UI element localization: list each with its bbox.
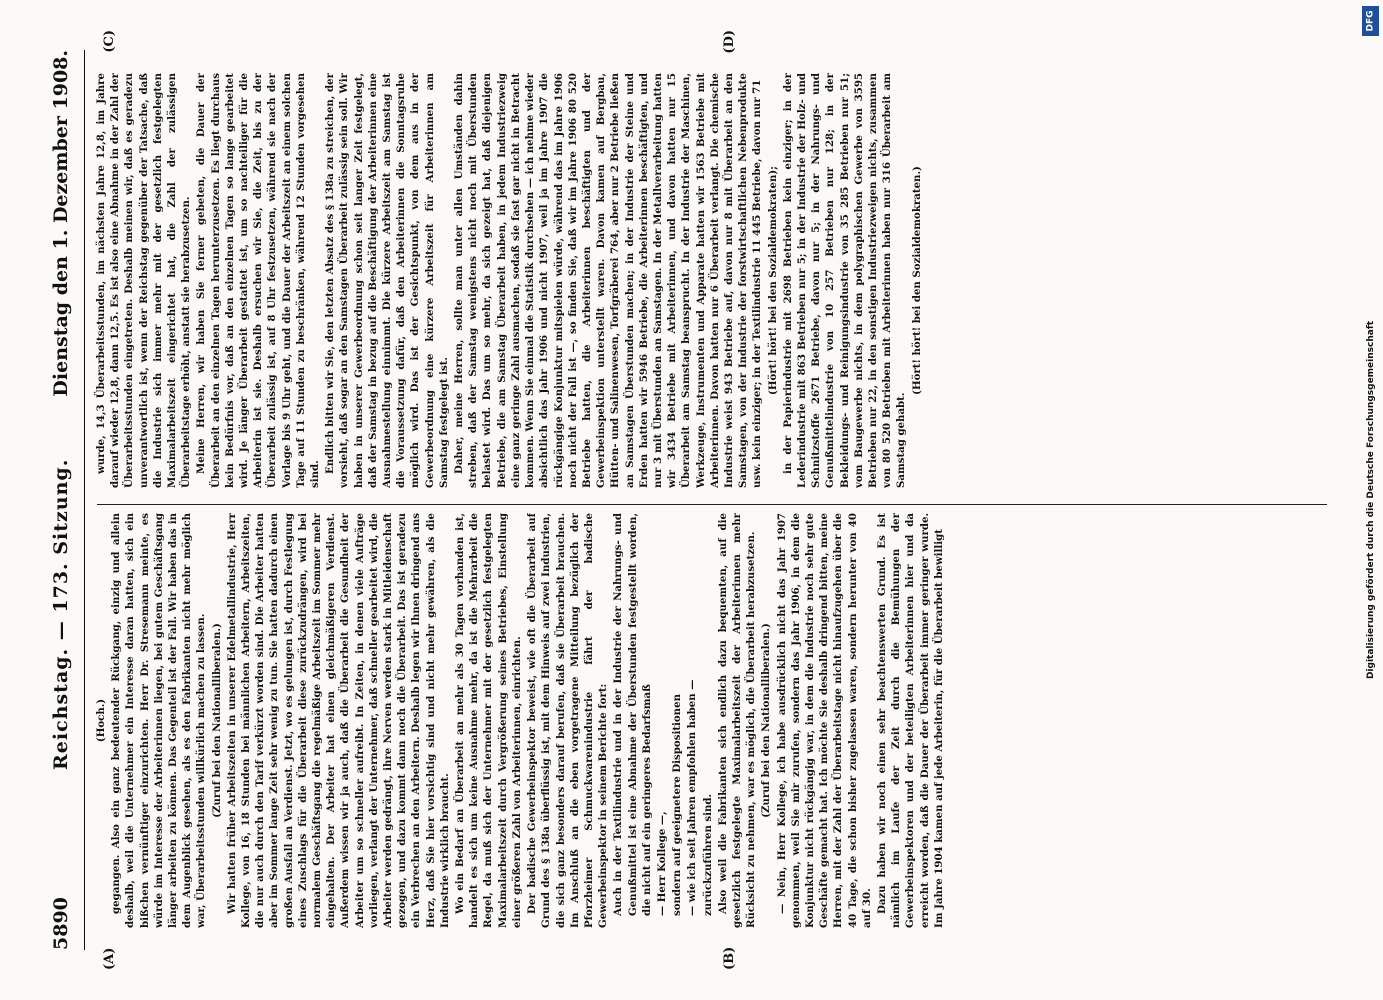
paragraph: Endlich bitten wir Sie, den letzten Absatz des § 138a zu streichen, der vorsieht, daß sogar an den Samstagen Überarbeit zulässig sein soll. Wir haben in unserer Gewerbeordnung schon seit langer Zeit festgelegt, daß der Samstag in bezug auf die Beschäftigung der Arbeiterinnen eine Ausnahmestellung einnimmt. Die kürzere Arbeitszeit am Samstag ist die Voraussetzung dafür, daß den Arbeiterinnen die Sonntagsruhe möglich wird. Das ist der Gesichtspunkt, von dem aus in der Gewerbeordnung eine kürzere Arbeitszeit für Arbeiterinnen am Samstag festgelegt ist. <box>323 73 450 488</box>
paragraph: gegangen. Also ein ganz bedeutender Rückgang, einzig und allein deshalb, weil die Unternehmer ein Interesse daran hatten, sich ein bißchen vernünftiger einzurichten. Herr Dr. Stresemann meinte, es würde im Interesse der Arbeiterinnen liegen, bei gutem Geschäftsgang länger arbeiten zu können. Das Gegenteil ist der Fall. Wir haben das in dem Augenblick gesehen, als es den Fabrikanten nicht mehr möglich war, Überarbeitsstunden willkürlich machen zu lassen. <box>109 513 207 928</box>
right-text-column <box>94 73 1329 488</box>
paragraph: in der Papierindustrie mit 2698 Betrieben kein einziger; in der Lederindustrie mit 863 Betrieben nur 5; in der Industrie der Holz- und Schnitzstoffe 2671 Betriebe, davon nur 5; in der Nahrungs- und Genußmittelindustrie von 10 257 Betrieben nur 128; in der Bekleidungs- und Reinigungsindustrie von 35 285 Betrieben nur 51; vom Baugewerbe nichts, in dem polygraphischen Gewerbe von 3595 Betrieben nur 22, in den sonstigen Industriezweigen nichts, zusammen von 80 520 Betrieben mit Arbeiterinnen haben nur 316 Überarbeit am Samstag gehabt. <box>781 73 907 488</box>
paragraph: Dazu haben wir noch einen sehr beachtenswerten Grund. Es ist nämlich im Laufe der Zeit durch die Bemühungen der Gewerbeinspektoren und der beteiligten Arbeiterinnen hier und da erreicht worden, daß die Dauer der Überarbeit immer geringer wurde. Im Jahre 1904 kamen auf jede Arbeiterin, für die Überarbeit bewilligt <box>875 513 945 928</box>
paragraph: Also weil die Fabrikanten sich endlich dazu bequemten, auf die gesetzlich festgelegte Maximalarbeitszeit der Arbeiterinnen mehr Rücksicht zu nehmen, war es möglich, die Überarbeit herabzusetzen. <box>716 513 757 928</box>
left-text-column <box>94 513 1329 928</box>
interjection: (Hört! hört! bei den Sozialdemokraten); <box>766 166 779 395</box>
quotation: — Herr Kollege —, <box>655 811 668 916</box>
margin-marker-a: (A) <box>101 947 117 970</box>
session-date: Dienstag den 1. Dezember 1908. <box>49 50 72 397</box>
page-header <box>42 30 82 970</box>
paragraph: Wo ein Bedarf an Überarbeit an mehr als 30 Tagen vorhanden ist, handelt es sich um keine Ausnahme mehr, da ist die Mehrarbeit die Regel, da muß sich der Unternehmer mit der gesetzlich festgelegten Maximalarbeitszeit durch Vergrößerung seines Betriebes, Einstellung einer größeren Zahl von Arbeiterinnen, einrichten. <box>453 513 523 928</box>
paragraph: (Hoch.) <box>94 698 107 743</box>
paragraph: Wir hatten früher Arbeitszeiten in unserer Edelmetallindustrie, Herr Kollege, von 16, 18 Stunden bei männlichen Arbeitern, Arbeitszeiten, die nur auch durch den Tarif verkürzt worden sind. Die Arbeiter hatten aber im Sommer lange Zeit sehr wenig zu tun. Sie hatten dadurch einen großen Ausfall an Verdienst. Jetzt, wo es gelungen ist, durch Festlegung eines Zuschlags für die Überarbeit diese zurückzudrängen, wird bei normalem Geschäftsgang die regelmäßige Arbeitszeit im Sommer mehr eingehalten. Der Arbeiter hat einen gleichmäßigeren Verdienst. Außerdem wissen wir ja auch, daß die Überarbeit die Gesundheit der Arbeiter um so schneller aufreibt. In Zeiten, in denen viele Aufträge vorliegen, verlangt der Unternehmer, daß schneller gearbeitet wird, die Arbeiter werden gedrängt, ihre Nerven werden stark in Mitleidenschaft gezogen, und dazu kommt dann noch die Überarbeit. Das ist geradezu ein Verbrechen an den Arbeitern. Deshalb legen wir Ihnen dringend ans Herz, daß Sie hier vorsichtig sind und nicht mehr gewähren, als die Industrie wirklich braucht. <box>225 513 451 928</box>
paragraph: Der badische Gewerbeinspektor beweist, wie oft die Überarbeit auf Grund des § 138a überflüssig ist, mit dem Hinweis auf zwei Industrien, die sich ganz besonders darauf berufen, daß sie Überarbeit brauchen. Im Anschluß an die eben vorgetragene Mitteilung bezüglich der Pforzheimer Schmuckwarenindustrie fährt der badische Gewerbeinspektor in seinem Berichte fort: <box>525 513 609 928</box>
interjection: (Zuruf bei den Nationalliberalen.) <box>210 623 223 818</box>
paragraph: wurde, 14,3 Überarbeitsstunden, im nächsten Jahre 12,8, im Jahre darauf wieder 12,8, dann 12,5. Es ist also eine Abnahme in der Zahl der Überarbeitsstunden eingetreten. Deshalb meinen wir, daß es geradezu unverantwortlich ist, wenn der Reichstag gegenüber der Tatsache, daß die Industrie sich immer mehr mit der gesetzlich festgelegten Maximalarbeitszeit eingerichtet hat, die Zahl der zulässigen Überarbeitstage erhöht, anstatt sie herabzusetzen. <box>94 73 192 488</box>
credit-text: Digitalisierung gefördert durch die Deutsche Forschungsgemeinschaft <box>1366 320 1376 680</box>
margin-marker-c: (C) <box>101 30 117 53</box>
column-divider <box>97 504 1327 505</box>
margin-marker-b: (B) <box>721 946 737 970</box>
header-rule <box>84 50 85 950</box>
quotation: — wie ich seit Jahren empfohlen haben — <box>685 679 698 916</box>
page-number: 5890 <box>49 897 72 950</box>
paragraph: — Nein, Herr Kollege, ich habe ausdrücklich nicht das Jahr 1907 genommen, weil Sie mir zurufen, sondern das Jahr 1906, in dem die Konjunktur nicht rückgängig war, in dem die Industrie noch sehr gute Geschäfte gemacht hat. Ich möchte Sie deshalb dringend bitten, meine Herren, mit der Zahl der Überarbeitstage nicht hinaufzugehen über die 40 Tage, die schon bisher zugelassen waren, sondern herunter von 40 auf 30. <box>775 513 873 928</box>
margin-marker-d: (D) <box>721 30 737 54</box>
rotated-page <box>42 30 1342 970</box>
interjection: (Zuruf bei den Nationalliberalen.) <box>759 623 772 818</box>
digitization-credit <box>1361 0 1381 1000</box>
dfg-logo: DFG <box>1362 6 1379 36</box>
quotation: Auch in der Textilindustrie und in der Industrie der Nahrungs- und Genußmittel ist eine Abnahme der Überstunden festgestellt worden, die nicht auf ein geringeres Bedarfsmaß <box>611 513 653 916</box>
paragraph: Meine Herren, wir haben Sie ferner gebeten, die Dauer der Überarbeit an den einzelnen Tagen herunterzusetzen. Es liegt durchaus kein Bedürfnis vor, daß an den einzelnen Tagen so lange gearbeitet wird. Je länger Überarbeit gestattet ist, um so nachteiliger für die Arbeiterin ist sie. Deshalb ersuchen wir Sie, die Zeit, bis zu der Überarbeit zulässig ist, auf 8 Uhr festzusetzen, während sie nach der Vorlage bis 9 Uhr geht, und die Dauer der Arbeitszeit an einem solchen Tage auf 11 Stunden zu beschränken, während 12 Stunden vorgesehen sind. <box>194 73 321 488</box>
quotation: zurückzuführen sind. <box>701 793 714 916</box>
quotation: sondern auf geeignetere Dispositionen <box>670 694 683 916</box>
interjection: (Hört! hört! bei den Sozialdemokraten.) <box>910 166 923 395</box>
session-title: Reichstag. — 173. Sitzung. <box>49 458 72 770</box>
paragraph: Daher, meine Herren, sollte man unter allen Umständen dahin streben, daß der Samstag wenigstens nicht noch mit Überstunden belastet wird. Das um so mehr, da sich gezeigt hat, daß diejenigen Betriebe, die am Samstag Überarbeit haben, in jedem Industriezweig eine ganz geringe Zahl ausmachen, sodaß sie fast gar nicht in Betracht kommen. Wenn Sie einmal die Statistik durchsehen — ich nehme wieder absichtlich das Jahr 1906 und nicht 1907, weil ja im Jahre 1907 die rückgängige Konjunktur mitspielen würde, während das im Jahre 1906 noch nicht der Fall ist —, so finden Sie, daß wir im Jahre 1906 80 520 Betriebe hatten, die Arbeiterinnen beschäftigten und der Gewerbeinspektion unterstellt waren. Davon kamen auf Bergbau, Hütten- und Salinenwesen, Torfgräberei 764, aber nur 2 Betriebe ließen an Samstagen Überstunden machen; in der Industrie der Steine und Erden hatten wir 5946 Betriebe, die Arbeiterinnen beschäftigten, und nur 3 mit Überstunden an Samstagen. In der Metallverarbeitung hatten wir 3434 Betriebe mit Arbeiterinnen, und davon hatten nur 15 Überarbeit am Samstag beansprucht. In der Industrie der Maschinen, Werkzeuge, Instrumenten und Apparate hatten wir 1563 Betriebe mit Arbeiterinnen. Davon hatten nur 6 Überarbeit verlangt. Die chemische Industrie weist 943 Betriebe auf, davon nur 8 mit Überarbeit an den Samstagen, von der Industrie der forstwirtschaftlichen Nebenprodukte usw. kein einziger; in der Textilindustrie 11 445 Betriebe, davon nur 71 <box>452 73 763 488</box>
